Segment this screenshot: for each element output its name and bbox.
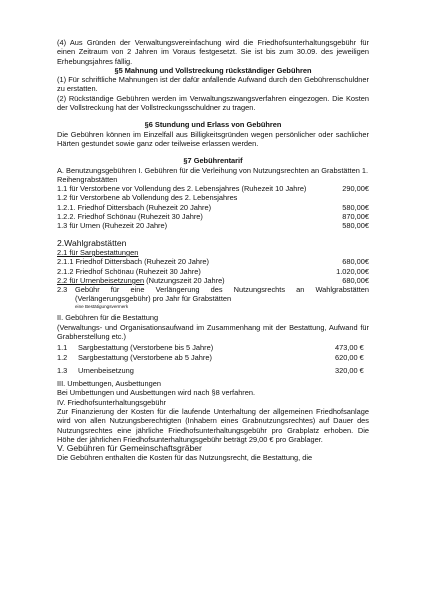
wahlgrab-2-1: 2.1 für Sargbestattungen: [57, 247, 139, 257]
fee-row: [57, 193, 369, 202]
section-7-title: §7 Gebührentarif: [183, 156, 243, 166]
confirmation-stamp: eine Bestätigungsvermerk: [75, 303, 129, 309]
fee-row: [57, 366, 369, 375]
fee-row: [57, 203, 369, 212]
section-5-paragraph-2: (2) Rückständige Gebühren werden im Verwaltungszwangsverfahren eingezogen. Die Kosten der Vollstreckung hat der Vollstreckungsschuldner zu tragen.: [57, 93, 369, 113]
item-number: 1.3: [57, 365, 68, 375]
fee-label: 1.2.1. Friedhof Dittersbach (Ruhezeit 20 Jahre): [57, 202, 212, 212]
fee-label: 1.1 für Verstorbene vor Vollendung des 2. Lebensjahres (Ruhezeit 10 Jahre): [57, 184, 307, 194]
fee-label: 1.3 für Urnen (Ruhezeit 20 Jahre): [57, 221, 168, 231]
section-v-title: V. Gebühren für Gemeinschaftsgräber: [57, 443, 202, 454]
fee-value: 870,00€: [342, 212, 369, 222]
fee-value: 473,00 €: [335, 343, 364, 353]
section-5-title: §5 Mahnung und Vollstreckung rückständiger Gebühren: [114, 65, 312, 75]
fee-value: 290,00€: [342, 184, 369, 194]
fee-label: [57, 276, 225, 285]
paragraph-4: (4) Aus Gründen der Verwaltungsvereinfachung wird die Friedhofsunterhaltungsgebühr für einen Zeitraum von 2 Jahren im Voraus festgesetzt. Sie ist bis zum 30.09. des jeweiligen Erhebungsjahres fällig.: [57, 38, 369, 66]
section-iv-title: IV. Friedhofsunterhaltungsgebühr: [57, 397, 167, 407]
urn-underlined: Urnenbeisetzungen: [80, 275, 145, 285]
fee-label: Sargbestattung (Verstorbene ab 5 Jahre): [78, 352, 212, 362]
fee-row: [57, 276, 369, 285]
fee-value: 320,00 €: [335, 365, 364, 375]
fee-row: [57, 343, 369, 352]
item-number: 1.2: [57, 352, 68, 362]
fee-row: [57, 184, 369, 193]
fee-row: [57, 257, 369, 266]
fee-value: 580,00€: [342, 221, 369, 231]
fee-row: [57, 221, 369, 230]
section-v-text: Die Gebühren enthalten die Kosten für das Nutzungsrecht, die Bestattung, die: [57, 453, 313, 463]
fee-row: [57, 353, 369, 362]
fee-row: [57, 267, 369, 276]
item-number: 2.3: [57, 285, 68, 295]
section-ii-title: II. Gebühren für die Bestattung: [57, 313, 159, 323]
section-ii-text: (Verwaltungs- und Organisationsaufwand im Zusammenhang mit der Bestattung, Aufwand für Grabherstellung etc.): [57, 322, 369, 341]
document-page: [57, 38, 369, 463]
section-6-title: §6 Stundung und Erlass von Gebühren: [144, 120, 282, 130]
fee-label: Urnenbeisetzung: [78, 365, 134, 375]
wahlgrab-2-3-text: Gebühr für eine Verlängerung des Nutzungsrechts an Wahlgrabstätten (Verlängerungsgebühr) pro Jahr für Grabstätten: [75, 285, 369, 304]
fee-value: 680,00€: [342, 257, 369, 267]
fee-label: 1.2.2. Friedhof Schönau (Ruhezeit 30 Jahre): [57, 212, 203, 222]
wahlgrab-title: 2.Wahlgrabstätten: [57, 237, 127, 248]
section-5-paragraph-1: (1) Für schriftliche Mahnungen ist der dafür anfallende Aufwand durch den Gebührenschuldner zu erstatten.: [57, 75, 369, 94]
fee-label: 1.2 für Verstorbene ab Vollendung des 2. Lebensjahres: [57, 193, 238, 203]
section-iii-text: Bei Umbettungen und Ausbettungen wird nach §8 verfahren.: [57, 388, 256, 398]
fee-label: Sargbestattung (Verstorbene bis 5 Jahre): [78, 343, 214, 353]
fee-value: 620,00 €: [335, 352, 364, 362]
fee-value: 580,00€: [342, 202, 369, 212]
urn-suffix: (Nutzungszeit 20 Jahre): [144, 275, 225, 285]
wahlgrab-2-3: [57, 285, 369, 304]
fee-label: 2.1.1 Friedhof Dittersbach (Ruhezeit 20 Jahre): [57, 257, 209, 267]
section-iii-title: III. Umbettungen, Ausbettungen: [57, 379, 161, 389]
fee-value: 680,00€: [342, 275, 369, 285]
fee-value: 1.020,00€: [336, 266, 369, 276]
fee-label: 2.1.2 Friedhof Schönau (Ruhezeit 30 Jahre): [57, 266, 201, 276]
section-6-text: Die Gebühren können im Einzelfall aus Billigkeitsgründen wegen persönlicher oder sachlicher Härten gestundet sowie ganz oder teilweise erlassen werden.: [57, 129, 369, 148]
section-iv-text: Zur Finanzierung der Kosten für die laufende Unterhaltung der allgemeinen Friedhofsanlage wird von allen Nutzungsberechtigten (Inhabern eines Grabnutzungsrechtes) auf Dauer des Nutzungsrechtes eine jährliche Friedhofsunterhaltungsgebühr pro Grabplatz erhoben. Die Höhe der jährlichen Friedhofsunterhaltungsgebühr beträgt 29,00 € pro Grablager.: [57, 406, 369, 444]
urn-prefix: 2.2 für: [57, 275, 81, 285]
section-7-intro: A. Benutzungsgebühren I. Gebühren für die Verleihung von Nutzungsrechten an Grabstätten 1. Reihengrabstätten: [57, 165, 369, 184]
item-number: 1.1: [57, 343, 68, 353]
fee-row: [57, 212, 369, 221]
